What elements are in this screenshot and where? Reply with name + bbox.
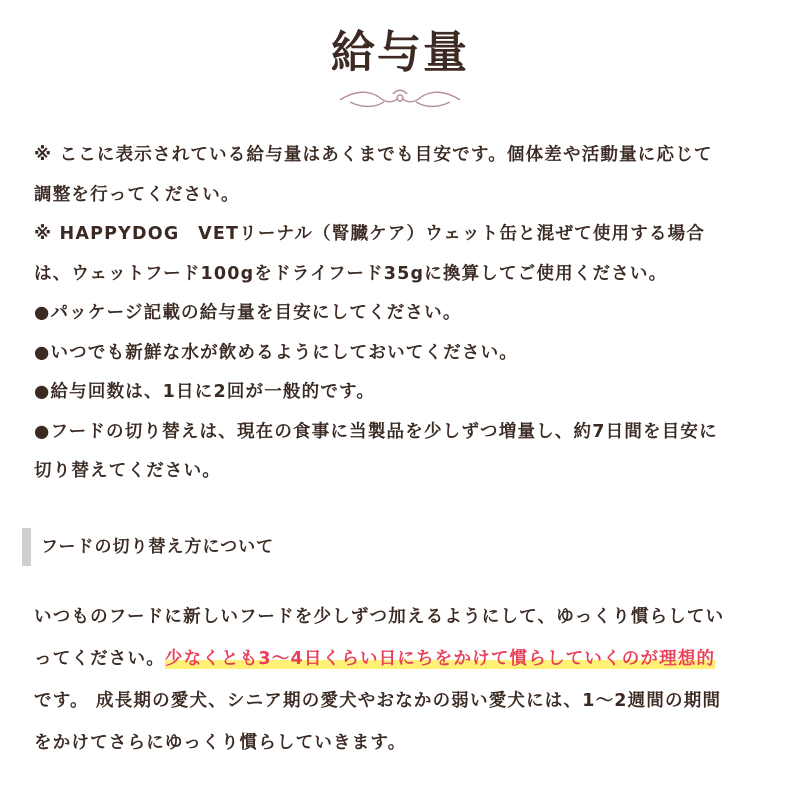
note-line: ●給与回数は、1日に2回が一般的です。 xyxy=(34,382,376,402)
note-line: ●フードの切り替えは、現在の食事に当製品を少しずつ増量し、約7日間を目安に xyxy=(34,421,718,442)
note-line: は、ウェットフード100gをドライフード35gに換算してご使用ください。 xyxy=(34,263,668,284)
note-line: 切り替えてください。 xyxy=(34,461,221,481)
switching-paragraph xyxy=(34,596,774,764)
note-line: 調整を行ってください。 xyxy=(34,184,240,205)
paragraph-line xyxy=(34,638,774,680)
paragraph-line: をかけてさらにゆっくり慣らしていきます。 xyxy=(34,733,407,753)
note-line: ●パッケージ記載の給与量を目安にしてください。 xyxy=(34,303,462,323)
paragraph-line: です。 成長期の愛犬、シニア期の愛犬やおなかの弱い愛犬には、1〜2週間の期間 xyxy=(34,691,722,711)
section-heading: フードの切り替え方について xyxy=(22,528,762,566)
note-line: ※ ここに表示されている給与量はあくまでも目安です。個体差や活動量に応じて xyxy=(34,145,713,165)
page-title: 給与量 xyxy=(331,27,469,78)
highlighted-text: 少なくとも3〜4日くらい日にちをかけて慣らしていくのが理想的 xyxy=(164,649,716,669)
paragraph-text: ってください。 xyxy=(34,649,165,669)
note-line: ●いつでも新鮮な水が飲めるようにしておいてください。 xyxy=(34,342,518,363)
note-line: ※ HAPPYDOG VETリーナル（腎臓ケア）ウェット缶と混ぜて使用する場合 xyxy=(34,224,706,244)
ornament-divider xyxy=(50,88,750,112)
notes-block xyxy=(34,136,770,492)
paragraph-line: いつものフードに新しいフードを少しずつ加えるようにして、ゆっくり慣らしてい xyxy=(34,607,725,627)
